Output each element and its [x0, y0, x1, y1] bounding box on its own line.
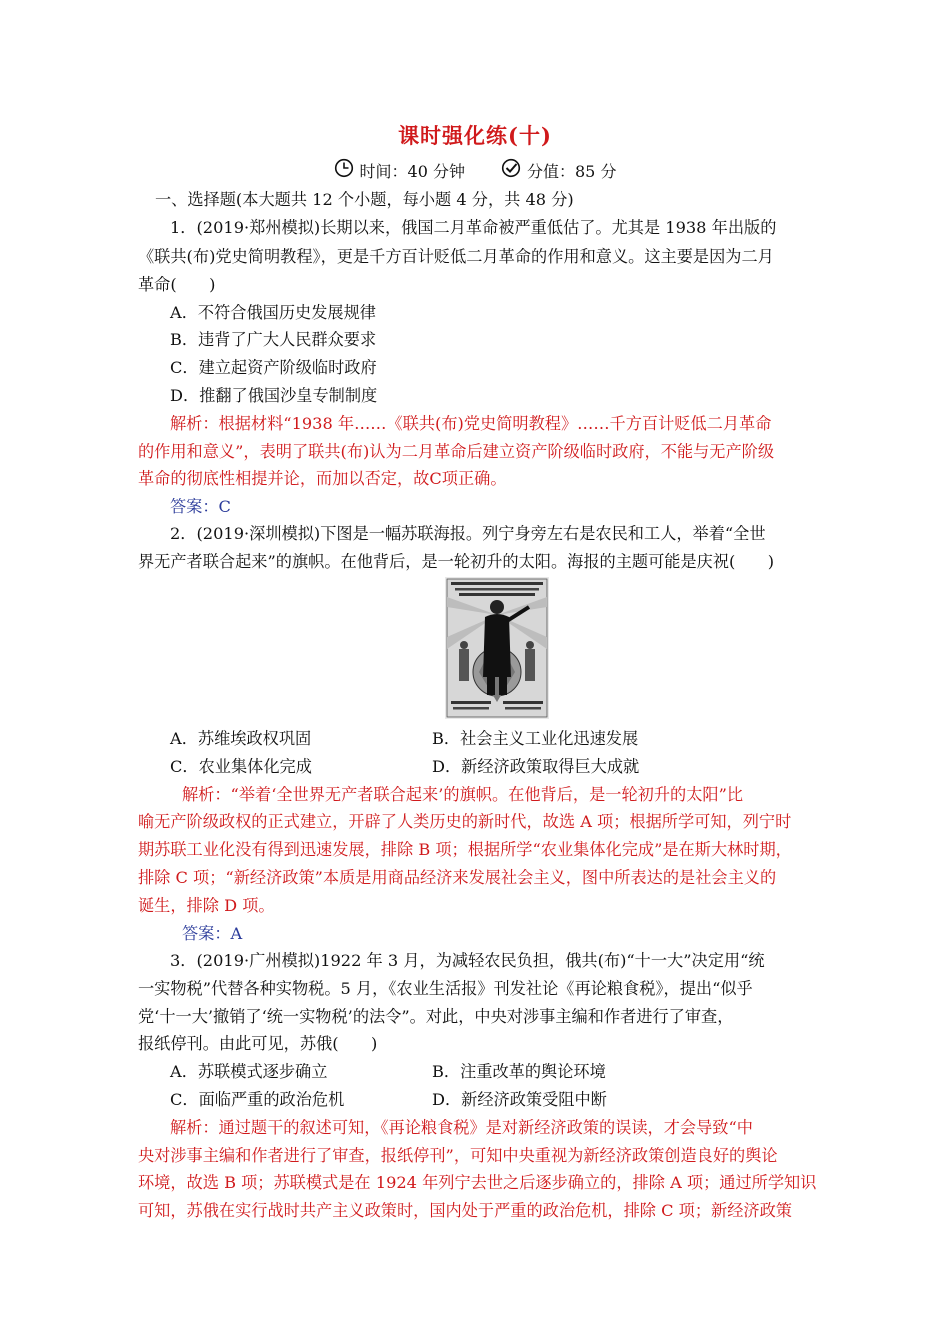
q2-stem-line: 2．(2019·深圳模拟)下图是一幅苏联海报。列宁身旁左右是农民和工人，举着“全世: [170, 524, 766, 543]
q2-option-c: C．农业集体化完成: [170, 757, 312, 776]
q2-analysis-line: 诞生，排除 D 项。: [138, 896, 275, 915]
q1-option-a: A．不符合俄国历史发展规律: [170, 303, 376, 322]
page-title: 课时强化练(十): [398, 123, 552, 148]
soviet-poster-image: [445, 577, 549, 719]
q3-analysis-line: 解析：通过题干的叙述可知，《再论粮食税》是对新经济政策的误读，才会导致“中: [170, 1118, 753, 1137]
q3-analysis-line: 央对涉事主编和作者进行了审查，报纸停刊”，可知中央重视为新经济政策创造良好的舆论: [138, 1146, 778, 1165]
q1-stem-line: 1．(2019·郑州模拟)长期以来，俄国二月革命被严重低估了。尤其是 1938 年出版的: [170, 218, 777, 237]
score-text: 分值：85 分: [527, 161, 617, 181]
q1-option-b: B．违背了广大人民群众要求: [170, 330, 377, 349]
q3-option-c: C．面临严重的政治危机: [170, 1090, 345, 1109]
q1-option-d: D．推翻了俄国沙皇专制制度: [170, 386, 378, 405]
q1-option-c: C．建立起资产阶级临时政府: [170, 358, 377, 377]
q1-analysis-line: 的作用和意义”，表明了联共(布)认为二月革命后建立资产阶级临时政府，不能与无产阶级: [138, 442, 775, 461]
q3-stem-line: 党‘十一大’撤销了‘统一实物税’的法令”。对此，中央对涉事主编和作者进行了审查，: [138, 1007, 734, 1026]
q2-answer: 答案：A: [182, 924, 243, 943]
time-text: 时间：40 分钟: [359, 161, 465, 181]
time-info: [334, 158, 465, 182]
q3-option-b: B．注重改革的舆论环境: [432, 1062, 606, 1081]
check-circle-icon: [501, 158, 521, 182]
score-info: [501, 158, 616, 182]
q2-option-b: B．社会主义工业化迅速发展: [432, 729, 639, 748]
q1-stem-line: 《联共(布)党史简明教程》，更是千方百计贬低二月革命的作用和意义。这主要是因为二月: [138, 247, 774, 266]
q2-analysis-line: 喻无产阶级政权的正式建立，开辟了人类历史的新时代，故选 A 项；根据所学可知，列宁时: [138, 812, 792, 831]
section-heading: 一、选择题(本大题共 12 个小题，每小题 4 分，共 48 分): [155, 190, 574, 209]
q1-analysis-line: 解析：根据材料“1938 年……《联共(布)党史简明教程》……千方百计贬低二月革命: [170, 414, 772, 433]
q2-analysis-line: 期苏联工业化没有得到迅速发展，排除 B 项；根据所学“农业集体化完成”是在斯大林时期，: [138, 840, 792, 859]
q3-option-d: D．新经济政策受阻中断: [432, 1090, 607, 1109]
q3-analysis-line: 可知，苏俄在实行战时共产主义政策时，国内处于严重的政治危机，排除 C 项；新经济政策: [138, 1201, 792, 1220]
exam-meta: [0, 158, 950, 182]
q3-option-a: A．苏联模式逐步确立: [170, 1062, 328, 1081]
q3-stem-line: 报纸停刊。由此可见，苏俄( ): [138, 1034, 378, 1053]
q2-stem-line: 界无产者联合起来”的旗帜。在他背后，是一轮初升的太阳。海报的主题可能是庆祝( ): [138, 552, 775, 571]
q3-stem-line: 3．(2019·广州模拟)1922 年 3 月，为减轻农民负担，俄共(布)“十一大”决定用“统: [170, 951, 765, 970]
q1-analysis-line: 革命的彻底性相提并论，而加以否定，故C项正确。: [138, 469, 507, 488]
q3-analysis-line: 环境，故选 B 项；苏联模式是在 1924 年列宁去世之后逐步确立的，排除 A 项；通过所学知识: [138, 1173, 817, 1192]
q2-option-d: D．新经济政策取得巨大成就: [432, 757, 640, 776]
q2-analysis-line: 排除 C 项；“新经济政策”本质是用商品经济来发展社会主义，图中所表达的是社会主义的: [138, 868, 777, 887]
q2-option-a: A．苏维埃政权巩固: [170, 729, 312, 748]
q1-stem-line: 革命( ): [138, 275, 216, 294]
q2-analysis-line: 解析：“举着‘全世界无产者联合起来’的旗帜。在他背后，是一轮初升的太阳”比: [182, 785, 744, 804]
q3-stem-line: 一实物税”代替各种实物税。5 月，《农业生活报》刊发社论《再论粮食税》，提出“似乎: [138, 979, 753, 998]
clock-icon: [334, 158, 354, 182]
q1-answer: 答案：C: [170, 497, 231, 516]
